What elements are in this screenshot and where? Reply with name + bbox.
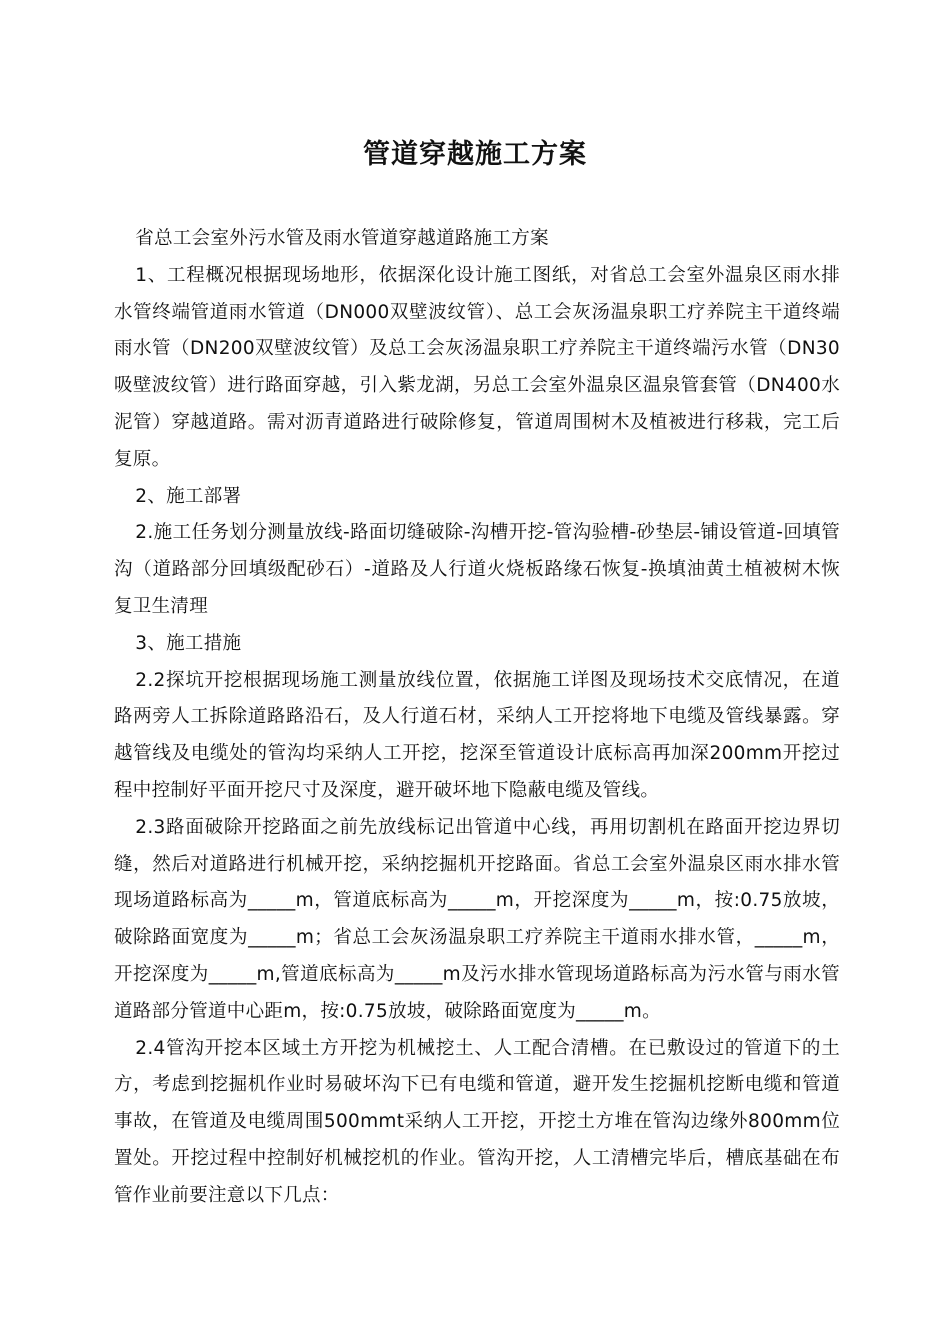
paragraph-test-pit-excavation: 2.2探坑开挖根据现场施工测量放线位置，依据施工详图及现场技术交底情况，在道路两旁人工拆除道路路沿石，及人行道石材，采纳人工开挖将地下电缆及管线暴露。穿越管线及电缆处的管沟均采纳人工开挖，挖深至管道设计底标高再加深200mm开挖过程中控制好平面开挖尺寸及深度，避开破坏地下隐蔽电缆及管线。	[114, 669, 840, 801]
document-body	[114, 221, 840, 1215]
paragraph-intro: 省总工会室外污水管及雨水管道穿越道路施工方案	[135, 228, 549, 249]
paragraph-project-overview: 1、工程概况根据现场地形，依据深化设计施工图纸，对省总工会室外温泉区雨水排水管终端管道雨水管道（DN000双壁波纹管）、总工会灰汤温泉职工疗养院主干道终端雨水管（DN200双壁波纹管）及总工会灰汤温泉职工疗养院主干道终端污水管（DN30吸壁波纹管）进行路面穿越，引入紫龙湖，另总工会室外温泉区温泉管套管（DN400水泥管）穿越道路。需对沥青道路进行破除修复，管道周围树木及植被进行移栽，完工后复原。	[114, 264, 840, 470]
section-heading-deployment: 2、施工部署	[135, 485, 242, 507]
paragraph-trench-excavation: 2.4管沟开挖本区域土方开挖为机械挖土、人工配合清槽。在已敷设过的管道下的土方，考虑到挖掘机作业时易破坏沟下已有电缆和管道，避开发生挖掘机挖断电缆和管道事故，在管道及电缆周围500mmt采纳人工开挖，开挖土方堆在管沟边缘外800mm位置处。开挖过程中控制好机械挖机的作业。管沟开挖，人工清槽完毕后，槽底基础在布管作业前要注意以下几点：	[114, 1037, 840, 1206]
paragraph-task-division: 2.施工任务划分测量放线-路面切缝破除-沟槽开挖-管沟验槽-砂垫层-铺设管道-回填管沟（道路部分回填级配砂石）-道路及人行道火烧板路缘石恢复-换填油黄土植被树木恢复卫生清理	[114, 522, 840, 617]
section-heading-measures: 3、施工措施	[135, 632, 242, 654]
document-title: 管道穿越施工方案	[363, 139, 587, 170]
paragraph-road-breaking: 2.3路面破除开挖路面之前先放线标记出管道中心线，再用切割机在路面开挖边界切缝，然后对道路进行机械开挖，采纳挖掘机开挖路面。省总工会室外温泉区雨水排水管现场道路标高为_____m，管道底标高为_____m，开挖深度为_____m，按:0.75放坡，破除路面宽度为_____m；省总工会灰汤温泉职工疗养院主干道雨水排水管，_____m，开挖深度为_____m,管道底标高为_____m及污水排水管现场道路标高为污水管与雨水管道路部分管道中心距m，按:0.75放坡，破除路面宽度为_____m。	[114, 816, 840, 1022]
